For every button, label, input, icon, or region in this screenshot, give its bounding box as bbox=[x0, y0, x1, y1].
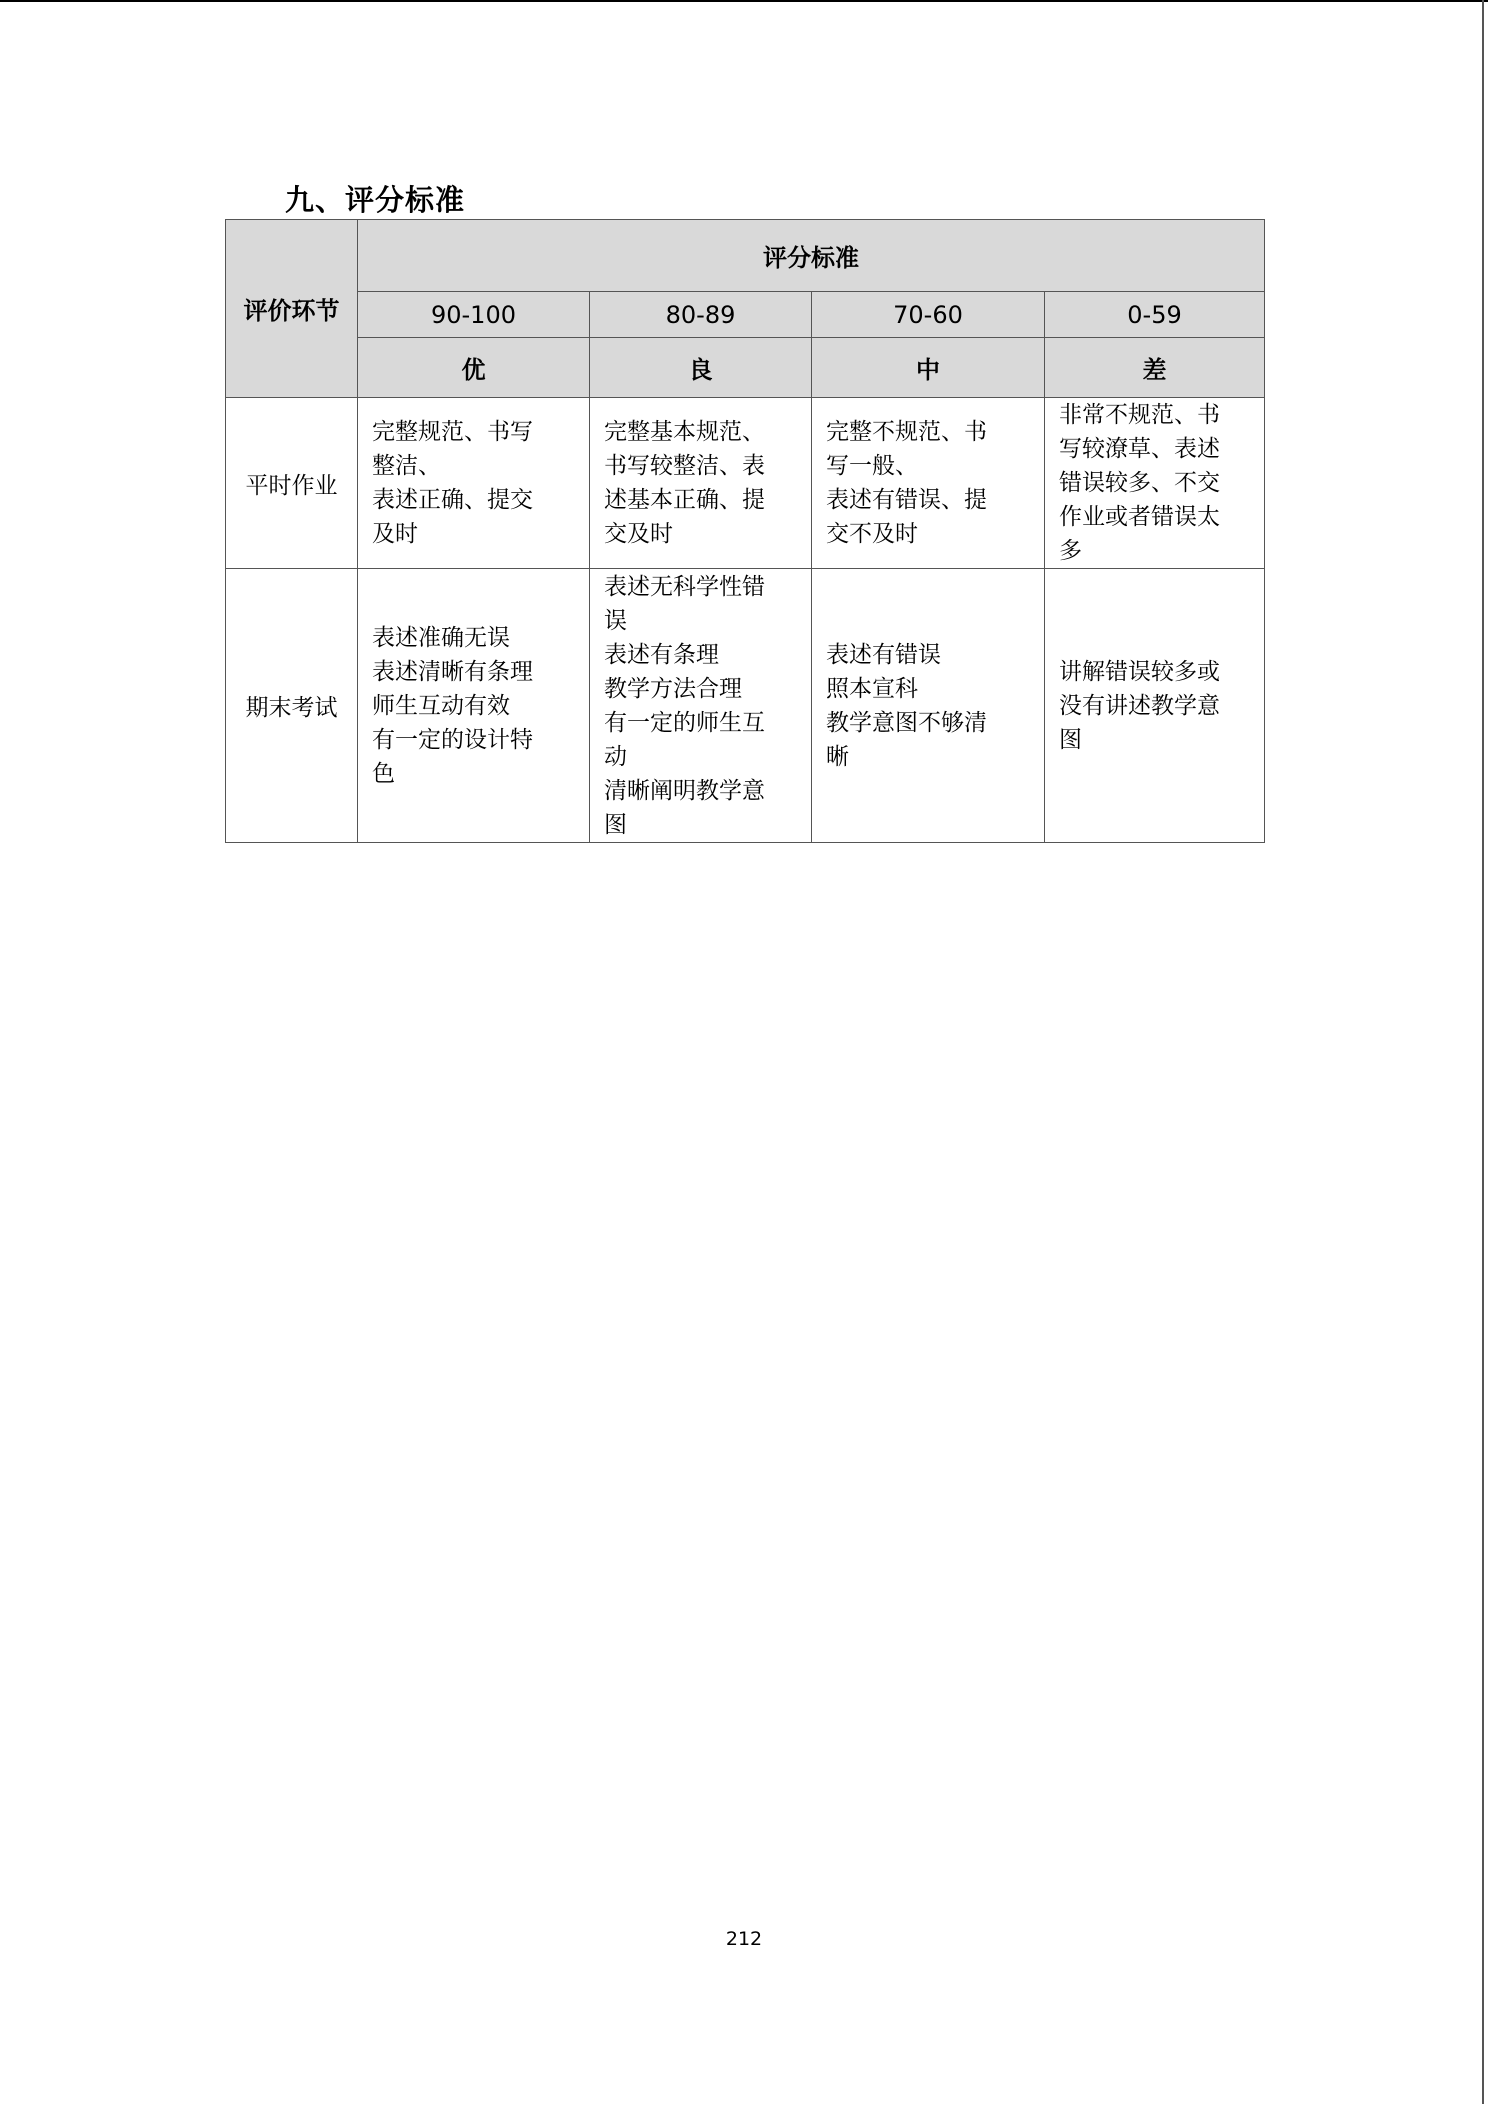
criteria-cell: 非常不规范、书 写较潦草、表述 错误较多、不交 作业或者错误太 多 bbox=[1045, 398, 1265, 569]
grading-standard-header: 评分标准 bbox=[358, 220, 1265, 292]
criteria-cell: 表述无科学性错 误 表述有条理 教学方法合理 有一定的师生互 动 清晰阐明教学意 图 bbox=[590, 569, 812, 843]
score-range-cell: 0-59 bbox=[1045, 292, 1265, 338]
criteria-cell: 讲解错误较多或 没有讲述教学意 图 bbox=[1045, 569, 1265, 843]
score-range-cell: 70-60 bbox=[812, 292, 1045, 338]
top-border-line bbox=[0, 0, 1488, 2]
grade-cell: 中 bbox=[812, 338, 1045, 398]
evaluation-stage-header: 评价环节 bbox=[226, 220, 358, 398]
row-label: 平时作业 bbox=[226, 398, 358, 569]
table-row-homework bbox=[226, 398, 1265, 569]
right-border-line bbox=[1482, 0, 1484, 2104]
page-number: 212 bbox=[725, 1928, 763, 1950]
score-range-cell: 80-89 bbox=[590, 292, 812, 338]
grade-cell: 差 bbox=[1045, 338, 1265, 398]
criteria-cell: 完整不规范、书 写一般、 表述有错误、提 交不及时 bbox=[812, 398, 1045, 569]
row-label: 期末考试 bbox=[226, 569, 358, 843]
score-range-cell: 90-100 bbox=[358, 292, 590, 338]
grade-cell: 优 bbox=[358, 338, 590, 398]
criteria-cell: 表述准确无误 表述清晰有条理 师生互动有效 有一定的设计特 色 bbox=[358, 569, 590, 843]
criteria-cell: 表述有错误 照本宣科 教学意图不够清 晰 bbox=[812, 569, 1045, 843]
grading-standard-table bbox=[225, 219, 1265, 843]
section-heading: 九、评分标准 bbox=[285, 183, 466, 217]
criteria-cell: 完整基本规范、 书写较整洁、表 述基本正确、提 交及时 bbox=[590, 398, 812, 569]
table-row-final-exam bbox=[226, 569, 1265, 843]
criteria-cell: 完整规范、书写 整洁、 表述正确、提交 及时 bbox=[358, 398, 590, 569]
grade-cell: 良 bbox=[590, 338, 812, 398]
